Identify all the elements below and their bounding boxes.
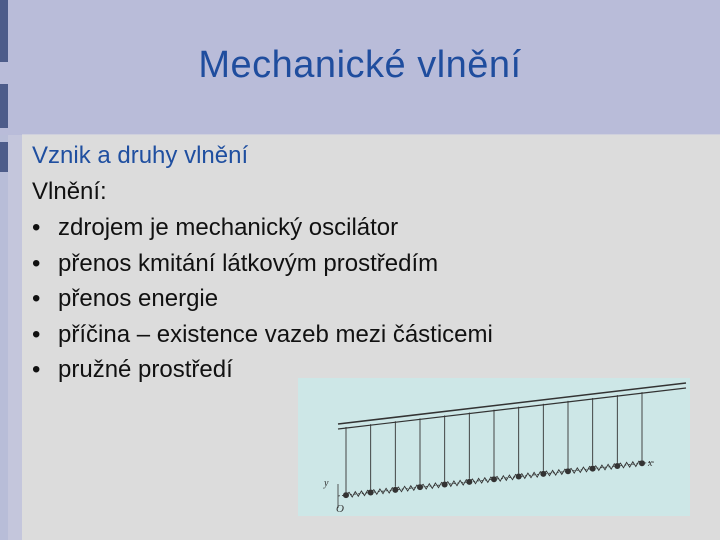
bullet-icon: • — [32, 285, 41, 312]
pendulum-bob — [491, 476, 497, 482]
slide-title: Mechanické vlnění — [198, 44, 522, 86]
deco-bar — [8, 135, 22, 540]
pendulum-bob — [343, 492, 349, 498]
pendulum-bob — [466, 479, 472, 485]
bullet-text: pružné prostředí — [58, 356, 233, 383]
pendulum-bob — [590, 466, 596, 472]
bullet-icon: • — [32, 249, 41, 277]
list-item — [32, 250, 493, 286]
pendulum-chain-figure — [298, 378, 690, 516]
pendulum-bob — [368, 489, 374, 495]
bullet-icon: • — [32, 356, 41, 383]
x-axis-label: x — [648, 458, 653, 469]
bullet-icon: • — [32, 320, 41, 348]
bullet-text: zdrojem je mechanický oscilátor — [58, 214, 399, 241]
section-label: Vlnění: — [32, 178, 107, 205]
pendulum-bob — [516, 474, 522, 480]
pendulum-bob — [442, 482, 448, 488]
pendulum-bob — [639, 460, 645, 466]
pendulum-bob — [565, 468, 571, 474]
deco-bar — [0, 84, 8, 128]
bullet-text: přenos kmitání látkovým prostředím — [58, 249, 439, 277]
suspension-rod — [338, 383, 686, 424]
origin-label: O — [336, 503, 344, 515]
list-item — [32, 321, 493, 357]
list-item — [32, 214, 493, 250]
bullet-text: přenos energie — [58, 285, 219, 312]
pendulum-bob — [540, 471, 546, 477]
suspension-rod — [338, 388, 686, 429]
y-axis-label: y — [324, 478, 329, 489]
list-item — [32, 285, 493, 321]
deco-bar — [0, 142, 8, 172]
bullet-list — [32, 214, 493, 392]
pendulum-bob — [614, 463, 620, 469]
slide-subtitle: Vznik a druhy vlnění — [32, 142, 249, 169]
pendulum-diagram — [298, 378, 690, 516]
pendulum-bob — [417, 484, 423, 490]
bullet-text: příčina – existence vazeb mezi částicemi — [58, 320, 493, 348]
bullet-icon: • — [32, 214, 41, 241]
pendulum-bob — [392, 487, 398, 493]
